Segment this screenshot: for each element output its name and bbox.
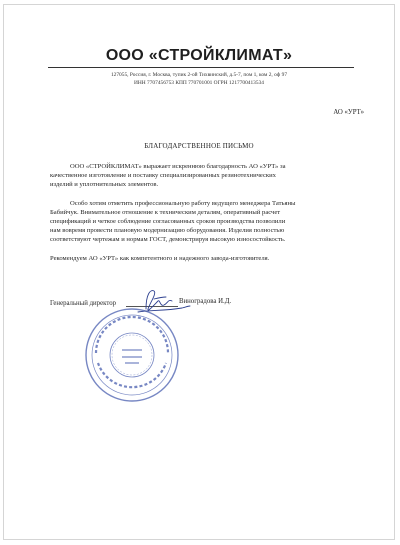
paragraph-line: Бабийчук. Внимательное отношение к техническим деталям, оперативный расчет xyxy=(50,209,281,216)
letter-page xyxy=(3,4,395,540)
letter-title: БЛАГОДАРСТВЕННОЕ ПИСЬМО xyxy=(144,142,254,150)
paragraph-line: ООО «СТРОЙКЛИМАТ» выражает искреннюю благодарность АО «УРТ» за xyxy=(70,163,286,170)
signatory-position: Генеральный директор xyxy=(50,300,116,307)
company-stamp xyxy=(82,305,182,405)
paragraph-1 xyxy=(50,162,350,189)
paragraph-line: нам вовремя провести плановую модернизацию оборудования. Изделия полностью xyxy=(50,227,285,234)
company-address: 127055, Россия, г. Москва, тупик 2-ой Тихвинский, д.5-7, пом 1, ком 2, оф 97 xyxy=(110,72,288,78)
signatory-name: Виноградова И.Д. xyxy=(179,298,232,305)
company-ids: ИНН 7707456753 КПП 770701001 ОГРН 1217700413534 xyxy=(134,80,264,86)
recipient: АО «УРТ» xyxy=(333,109,364,116)
paragraph-line: соответствуют чертежам и нормам ГОСТ, демонстрируя высокую износостойкость. xyxy=(50,236,286,243)
paragraph-line: Особо хотим отметить профессиональную работу ведущего менеджера Татьяны xyxy=(70,200,296,207)
company-details xyxy=(4,71,394,87)
paragraph-2 xyxy=(50,199,350,244)
paragraph-line: качественное изготовление и поставку специализированных резинотехнических xyxy=(50,172,276,179)
header-rule xyxy=(48,67,354,68)
company-name: ООО «СТРОЙКЛИМАТ» xyxy=(105,47,293,64)
paragraph-line: изделий и уплотнительных элементов. xyxy=(50,181,159,188)
paragraph-line: спецификаций и четкое соблюдение согласованных сроков производства позволили xyxy=(50,218,286,225)
handwritten-signature xyxy=(124,285,194,319)
paragraph-3 xyxy=(50,254,350,263)
paragraph-line: Рекомендуем АО «УРТ» как компетентного и надежного завода-изготовителя. xyxy=(50,255,270,262)
